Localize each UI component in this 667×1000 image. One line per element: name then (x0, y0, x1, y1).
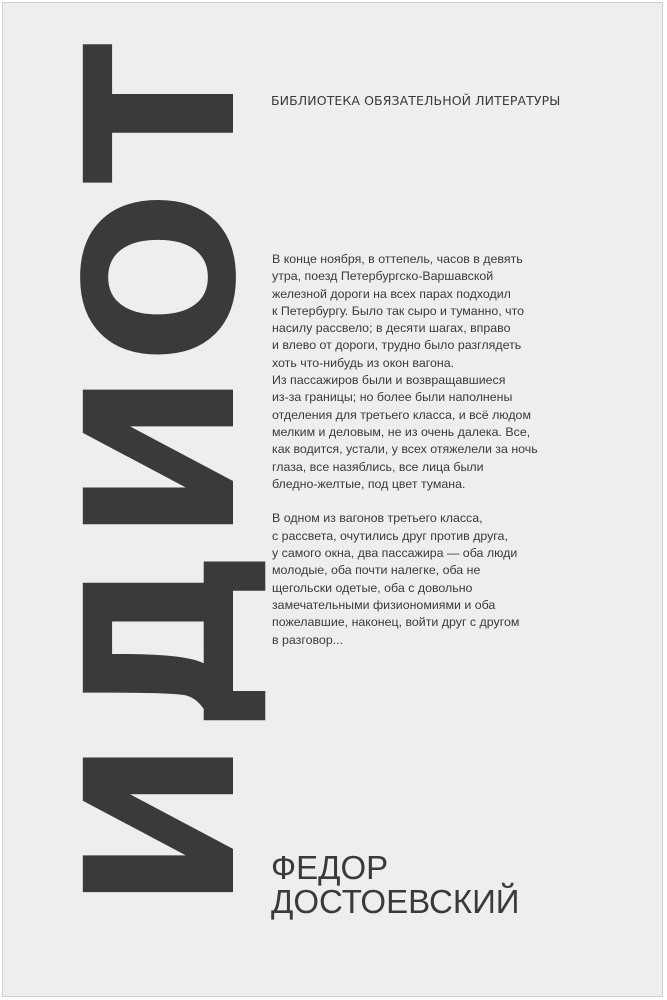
excerpt-line: В конце ноября, в оттепель, часов в девять (272, 252, 523, 266)
excerpt-line: железной дороги на всех парах подходил (272, 286, 511, 301)
excerpt-line: с рассвета, очутились друг против друга, (272, 528, 508, 543)
book-title-container (42, 37, 282, 911)
series-name: БИБЛИОТЕКА ОБЯЗАТЕЛЬНОЙ ЛИТЕРАТУРЫ (271, 93, 561, 108)
excerpt-line: Из пассажиров были и возвращавшиеся (272, 373, 506, 388)
excerpt-line: утра, поезд Петербургско-Варшавской (272, 269, 494, 284)
excerpt-line: бледно-желтые, под цвет тумана. (272, 476, 466, 491)
excerpt-line: отделения для третьего класса, и всё людом (272, 407, 531, 422)
excerpt-line: мелким и деловым, не из очень далека. Все, (272, 424, 531, 439)
book-cover (2, 2, 663, 997)
excerpt-line: В одном из вагонов третьего класса, (272, 511, 483, 526)
excerpt-line: замечательными физиономиями и оба (272, 597, 496, 612)
excerpt-line: в разговор... (272, 632, 344, 647)
excerpt-line: у самого окна, два пассажира — оба люди (272, 546, 518, 561)
excerpt-line: насилу рассвело; в десяти шагах, вправо (272, 321, 511, 336)
author-name (271, 851, 520, 919)
author-first-name: ФЕДОР (271, 849, 389, 886)
paragraph-gap (272, 493, 547, 510)
excerpt-line: молодые, оба почти налегке, оба не (272, 563, 481, 578)
book-title: ИДИОТ (42, 37, 282, 911)
excerpt-line: глаза, все назяблись, все лица были (272, 459, 484, 474)
excerpt-line: пожелавшие, наконец, войти друг с другом (272, 615, 520, 630)
excerpt-line: и влево от дороги, трудно было разглядеть (272, 338, 522, 353)
excerpt-line: из-за границы; но более были наполнены (272, 390, 513, 405)
excerpt-line: как водится, устали, у всех отяжелели за ночь (272, 442, 538, 457)
author-last-name: ДОСТОЕВСКИЙ (271, 883, 520, 920)
excerpt-line: щегольски одетые, оба с довольно (272, 580, 473, 595)
excerpt-line: к Петербургу. Было так сыро и туманно, что (272, 303, 525, 318)
excerpt-line: хоть что-нибудь из окон вагона. (272, 355, 455, 370)
excerpt-text (272, 251, 547, 649)
